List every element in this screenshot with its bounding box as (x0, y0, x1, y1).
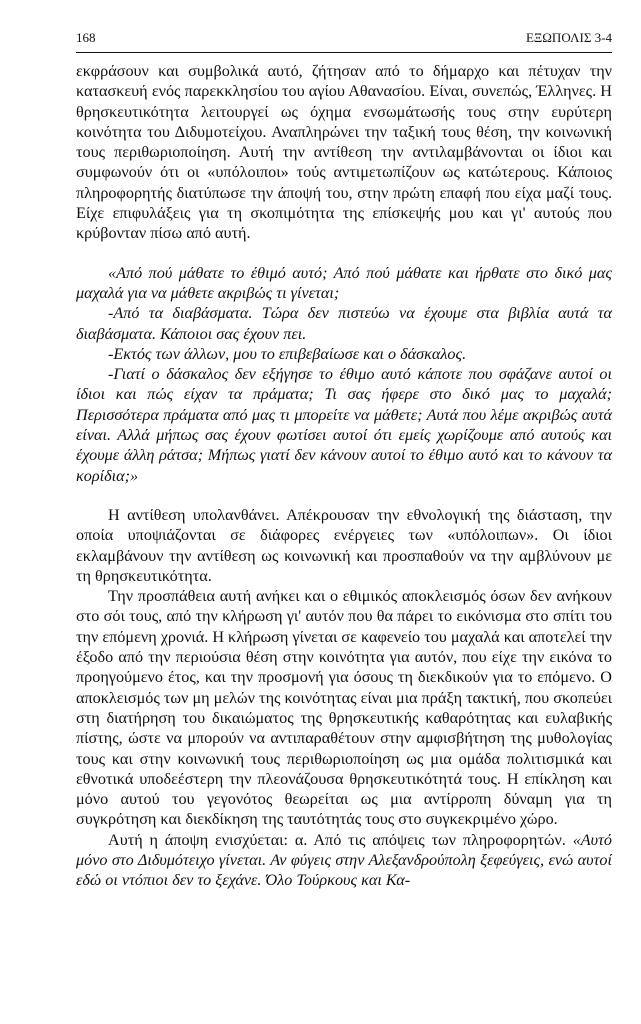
quote-line: -Από τα διαβάσματα. Τώρα δεν πιστεύω να έχουμε στα βιβλία αυτά τα διαβάσματα. Κάποιοι σας έχουν πει. (76, 304, 612, 343)
final-paragraph (76, 830, 612, 891)
book-page (76, 30, 612, 891)
intro-paragraph: εκφράσουν και συμβολικά αυτό, ζήτησαν από το δήμαρχο και πέτυχαν την κατασκευή ενός παρεκκλησίου του αγίου Αθανασίου. Είναι, συνεπώς, Έλληνες. Η θρησκευτικότητα λειτουργεί ως όχημα ενσωμάτωσής τους στην ευρύτερη κοινότητα του Διδυμοτείχου. Αναπληρώνει την ταξική τους θέση, την κοινωνική τους περιθωριοποίηση. Αυτή την αντίθεση την αντιλαμβάνονται οι ίδιοι και συμφωνούν ότι οι «υπόλοιποι» τούς αντιμετωπίζουν ως κατώτερους. Κάποιος πληροφορητής διατύπωσε την άποψή του, στην πρώτη επαφή που είχα μαζί τους. Είχε επιφυλάξεις για τη σκοπιμότητα της επίσκεψής μου και γι' αυτούς που κρύβονταν πίσω από αυτή. (76, 62, 612, 243)
body-paragraph: Η αντίθεση υπολανθάνει. Απέκρουσαν την εθνολογική της διάσταση, την οποία υποψιάζονται σε διάφορες ενέργειες των «υπόλοιπων». Οι ίδιοι εκλαμβάνουν την αντίθεση ως κοινωνική και προσπαθούν να την αμβλύνουν με τη θρησκευτικότητα. (76, 505, 612, 585)
spacer (76, 486, 612, 505)
interview-quote (76, 263, 612, 486)
body-paragraph: Την προσπάθεια αυτή ανήκει και ο εθιμικός αποκλεισμός όσων δεν ανήκουν στο σόι τους, από την κλήρωση γι' αυτόν που θα πάρει το εικόνισμα στο σπίτι του την επόμενη χρονιά. Η κλήρωση γίνεται σε καφενείο του μαχαλά και αποτελεί την έξοδο από την περιούσια θέση στην κοινότητα για αυτόν, που είχε την εικόνα το προηγούμενο έτος, και την προσμονή για όσους τη διεκδικούν για το επόμενο. Ο αποκλεισμός των μη μελών της κοινότητας είναι μια πράξη τακτική, που σκοπεύει στη διατήρηση του δικαιώματος της θρησκευτικής καθαρότητας και ευλαβικής πίστης, ώστε να μπορούν να αντιπαραθέτουν στην αμφισβήτηση της μυθολογίας τους και στην κοινωνική τους περιθωριοποίηση ως μια ομάδα πολιτισμικά και εθνοτικά υποδεέστερη την πλεονάζουσα θρησκευτικότητά τους. Η επίκληση και μόνο αυτού του γεγονότος θεωρείται ως μια αντίρροπη δύναμη για τη συγκρότηση και διεκδίκηση της ταυτότητάς τους στο συγκεκριμένο χώρο. (76, 587, 612, 829)
running-title: ΕΞΩΠΟΛΙΣ 3-4 (525, 30, 612, 45)
quote-line: -Γιατί ο δάσκαλος δεν εξήγησε το έθιμο αυτό κάποτε που σφάζανε αυτοί οι ίδιοι και πώς είχαν τα πράματα; Τι σας ήφερε στο δικό μας το μαχαλά; Περισσότερα πράματα από μας τι μπορείτε να μάθετε; Αυτά που λέμε ακριβώς αυτά είναι. Αλλά μήπως σας έχουν φωτίσει αυτοί ότι εμείς χωρίζουμε από αυτούς και έχουμε άλλη ράτσα; Μήπως γιατί δεν κάνουν αυτοί το έθιμο αυτό και το κάνουν τα κορίδια;» (76, 365, 612, 485)
header-rule (76, 52, 612, 53)
spacer (76, 244, 612, 263)
quote-line: -Εκτός των άλλων, μου το επιβεβαίωσε και ο δάσκαλος. (108, 344, 467, 363)
page-number: 168 (76, 30, 96, 45)
quote-line: «Από πού μάθατε το έθιμό αυτό; Από πού μάθατε και ήρθατε στο δικό μας μαχαλά για να μάθετε ακριβώς τι γίνεται; (76, 263, 612, 302)
final-paragraph-quote: «Αυτό μόνο στο Διδυμότειχο γίνεται. Αν φύγεις στην Αλεξανδρούπολη ξεφεύγεις, ενώ αυτοί εδώ οι ντόπιοι δεν το ξεχάνε. Όλο Τούρκους και Κα- (76, 830, 613, 890)
final-paragraph-lead: Αυτή η άποψη ενισχύεται: α. Από τις απόψεις των πληροφορητών. (108, 830, 566, 849)
running-header (76, 30, 612, 48)
